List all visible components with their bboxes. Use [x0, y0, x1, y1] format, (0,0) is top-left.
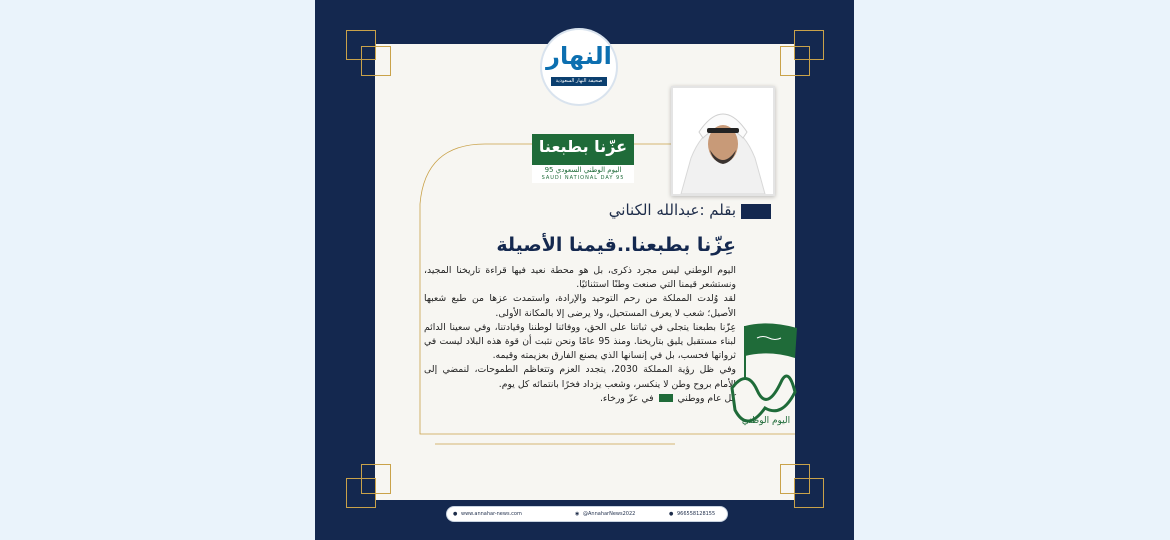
- whatsapp-icon: ●: [669, 511, 674, 517]
- calligraphy-text: اليوم الوطني: [741, 416, 791, 426]
- logo-name: النهار: [546, 42, 612, 70]
- paragraph: اليوم الوطني ليس مجرد ذكرى، بل هو محطة نعيد فيها قراءة تاريخنا المجيد، ونستشعر قيمنا التي صنعت وطنًا استثنائيًا.: [424, 265, 736, 291]
- saudi-flag-icon: [659, 394, 673, 402]
- author-portrait-illustration: [673, 88, 773, 194]
- paragraph: وفي ظل رؤية المملكة 2030، يتجدد العزم وتتعاظم الطموحات، لنمضي إلى الأمام بروح وطن لا ينكسر، وشعب يزداد فخرًا بانتمائه كل يوم.: [424, 364, 736, 390]
- closing-line: [424, 392, 736, 406]
- national-day-badge: [532, 134, 634, 183]
- national-day-calligraphy: [727, 318, 802, 438]
- author-accent-bar: [741, 204, 771, 219]
- author-photo: [671, 86, 775, 196]
- paragraph: لقد وُلدت المملكة من رحم التوحيد والإرادة، واستمدت عزها من طبع شعبها الأصيل؛ شعب لا يعرف المستحيل، ولا يرضى إلا بالمكانة الأولى.: [424, 293, 736, 319]
- article-title: عِزّنا بطبعنا..قيمنا الأصيلة: [496, 234, 736, 256]
- badge-title: عزّنا بطبعنا: [538, 137, 628, 156]
- social-icon: ◉: [575, 511, 580, 517]
- website-link[interactable]: www.annahar-news.com: [461, 511, 522, 517]
- article-body: [424, 264, 736, 406]
- logo-tagline: صحيفة النهار السعودية: [551, 77, 607, 86]
- contact-footer: [447, 507, 727, 521]
- badge-english: SAUDI NATIONAL DAY 95: [541, 175, 625, 181]
- author-byline: بقلم :عبدالله الكناني: [608, 201, 736, 219]
- paragraph: عِزّنا بطبعنا يتجلى في ثباتنا على الحق، ووفائنا لوطننا وقيادتنا، وفي سعينا الدائم لبناء مستقبل يليق بتاريخنا. ومنذ 95 عامًا ونحن نثبت أن قوة هذه البلاد ليست في ثرواتها فحسب، بل في إنسانها الذي يصنع الفارق بعزيمته وقيمه.: [424, 321, 737, 362]
- social-handle[interactable]: @AnnaharNews2022: [583, 511, 636, 517]
- globe-icon: ●: [453, 511, 458, 517]
- closing-after-flag: في عزّ ورخاء.: [599, 392, 654, 404]
- badge-subtitle: اليوم الوطني السعودي 95: [544, 166, 622, 174]
- annahar-logo: [542, 30, 616, 104]
- closing-before-flag: كل عام ووطني: [677, 392, 736, 404]
- phone-number[interactable]: 966558128155: [677, 511, 716, 517]
